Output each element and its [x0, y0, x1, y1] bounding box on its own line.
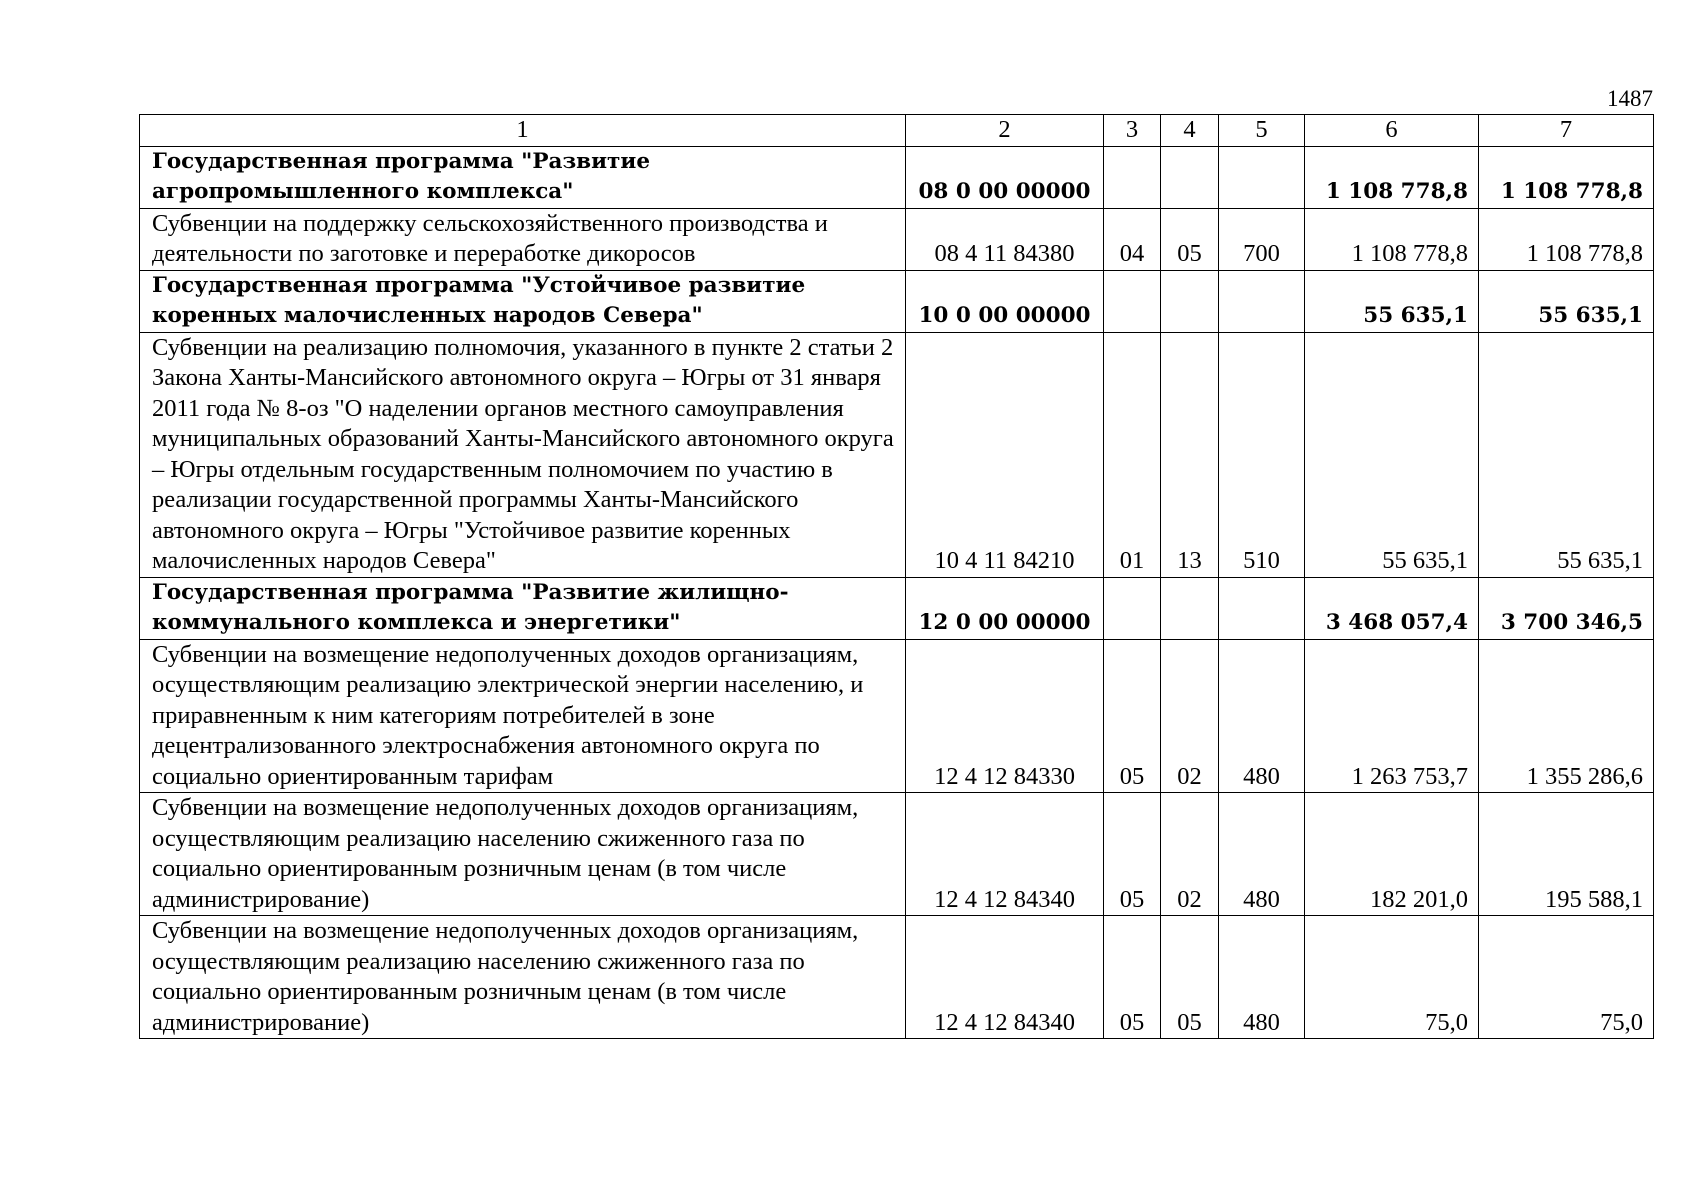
row-expense-type: 480 [1219, 916, 1305, 1039]
table-row [140, 332, 1654, 577]
row-section [1104, 270, 1161, 332]
table-row [140, 270, 1654, 332]
row-sum-col6: 75,0 [1305, 916, 1479, 1039]
row-sum-col7: 3 700 346,5 [1479, 577, 1654, 639]
row-sum-col6: 55 635,1 [1305, 332, 1479, 577]
row-sum-col6: 55 635,1 [1305, 270, 1479, 332]
row-subsection [1161, 270, 1219, 332]
row-sum-col7: 75,0 [1479, 916, 1654, 1039]
column-header: 7 [1479, 115, 1654, 147]
row-sum-col7: 1 355 286,6 [1479, 639, 1654, 793]
row-expense-type: 480 [1219, 639, 1305, 793]
row-name: Субвенции на возмещение недополученных доходов организациям, осуществляющим реализацию населению сжиженного газа по социально ориентированным розничным ценам (в том числе администрирование) [140, 916, 906, 1039]
row-expense-type: 700 [1219, 208, 1305, 270]
row-section [1104, 577, 1161, 639]
row-section: 05 [1104, 793, 1161, 916]
row-subsection [1161, 577, 1219, 639]
table-row [140, 208, 1654, 270]
row-subsection: 05 [1161, 208, 1219, 270]
row-expense-type [1219, 270, 1305, 332]
row-expense-type: 510 [1219, 332, 1305, 577]
column-header: 3 [1104, 115, 1161, 147]
row-sum-col7: 1 108 778,8 [1479, 146, 1654, 208]
table-header-row [140, 115, 1654, 147]
page-number: 1487 [1607, 86, 1653, 111]
table-row [140, 793, 1654, 916]
row-sum-col6: 1 108 778,8 [1305, 146, 1479, 208]
row-sum-col7: 195 588,1 [1479, 793, 1654, 916]
row-subsection: 02 [1161, 793, 1219, 916]
column-header: 1 [140, 115, 906, 147]
row-expense-type: 480 [1219, 793, 1305, 916]
row-sum-col6: 1 263 753,7 [1305, 639, 1479, 793]
row-name: Государственная программа "Устойчивое развитие коренных малочисленных народов Севера" [140, 270, 906, 332]
row-sum-col7: 55 635,1 [1479, 270, 1654, 332]
row-name: Государственная программа "Развитие жилищно-коммунального комплекса и энергетики" [140, 577, 906, 639]
table-row [140, 916, 1654, 1039]
row-sum-col6: 182 201,0 [1305, 793, 1479, 916]
column-header: 2 [906, 115, 1104, 147]
row-subsection: 13 [1161, 332, 1219, 577]
row-name: Субвенции на реализацию полномочия, указанного в пункте 2 статьи 2 Закона Ханты-Мансийского автономного округа – Югры от 31 января 2011 года № 8-оз "О наделении органов местного самоуправления муниципальных образований Ханты-Мансийского автономного округа – Югры отдельным государственным полномочием по участию в реализации государственной программы Ханты-Мансийского автономного округа – Югры "Устойчивое развитие коренных малочисленных народов Севера" [140, 332, 906, 577]
column-header: 6 [1305, 115, 1479, 147]
row-name: Субвенции на поддержку сельскохозяйственного производства и деятельности по заготовке и переработке дикоросов [140, 208, 906, 270]
budget-table [139, 114, 1654, 1039]
row-sum-col7: 1 108 778,8 [1479, 208, 1654, 270]
row-expense-type [1219, 577, 1305, 639]
row-subsection: 02 [1161, 639, 1219, 793]
row-code: 12 4 12 84330 [906, 639, 1104, 793]
table-row [140, 577, 1654, 639]
row-sum-col6: 1 108 778,8 [1305, 208, 1479, 270]
row-section: 05 [1104, 916, 1161, 1039]
row-code: 08 0 00 00000 [906, 146, 1104, 208]
row-code: 08 4 11 84380 [906, 208, 1104, 270]
row-code: 10 4 11 84210 [906, 332, 1104, 577]
row-sum-col6: 3 468 057,4 [1305, 577, 1479, 639]
row-name: Субвенции на возмещение недополученных доходов организациям, осуществляющим реализацию электрической энергии населению, и приравненным к ним категориям потребителей в зоне децентрализованного электроснабжения автономного округа по социально ориентированным тарифам [140, 639, 906, 793]
column-header: 5 [1219, 115, 1305, 147]
row-code: 12 4 12 84340 [906, 793, 1104, 916]
row-sum-col7: 55 635,1 [1479, 332, 1654, 577]
table-row [140, 146, 1654, 208]
row-section: 04 [1104, 208, 1161, 270]
row-code: 10 0 00 00000 [906, 270, 1104, 332]
row-section [1104, 146, 1161, 208]
row-section: 05 [1104, 639, 1161, 793]
row-name: Государственная программа "Развитие агропромышленного комплекса" [140, 146, 906, 208]
row-code: 12 4 12 84340 [906, 916, 1104, 1039]
row-subsection [1161, 146, 1219, 208]
row-section: 01 [1104, 332, 1161, 577]
row-code: 12 0 00 00000 [906, 577, 1104, 639]
column-header: 4 [1161, 115, 1219, 147]
table-row [140, 639, 1654, 793]
row-subsection: 05 [1161, 916, 1219, 1039]
row-name: Субвенции на возмещение недополученных доходов организациям, осуществляющим реализацию населению сжиженного газа по социально ориентированным розничным ценам (в том числе администрирование) [140, 793, 906, 916]
row-expense-type [1219, 146, 1305, 208]
